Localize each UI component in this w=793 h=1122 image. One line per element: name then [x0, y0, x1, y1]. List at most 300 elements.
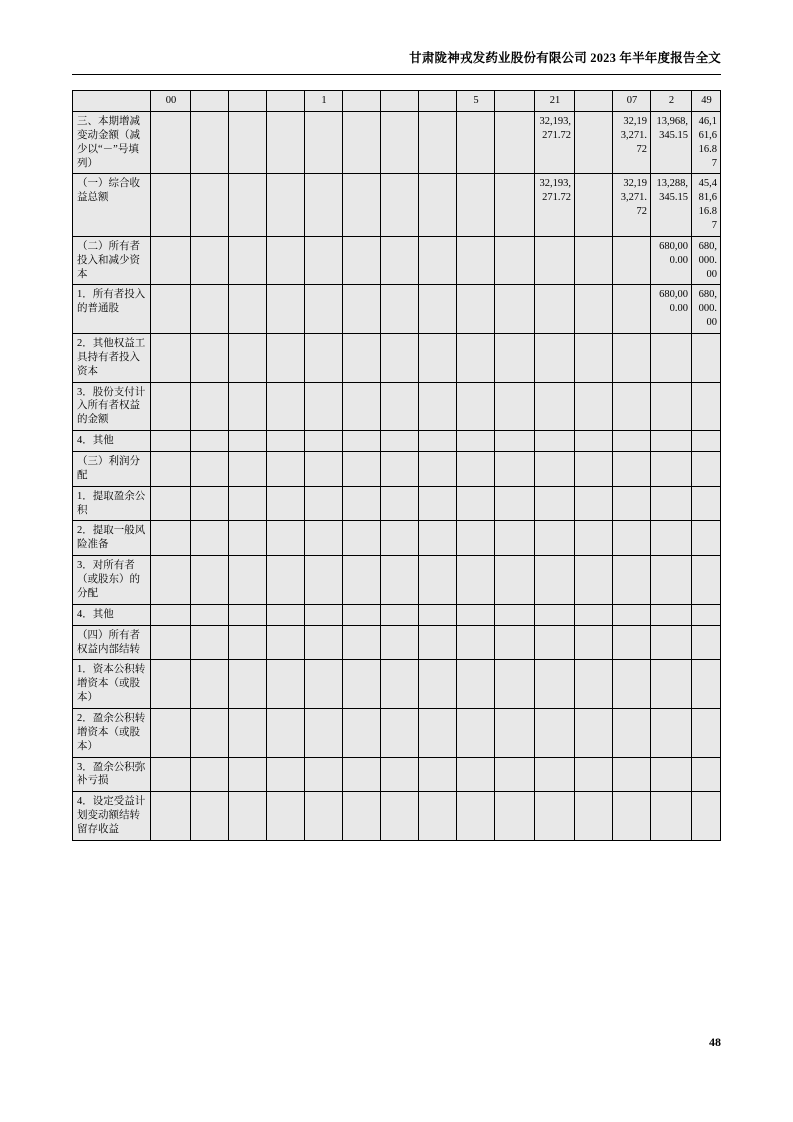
- cell-r0-c5: [343, 91, 381, 112]
- cell-r16-c9: [495, 757, 535, 792]
- cell-r4-c7: [419, 285, 457, 334]
- cell-r2-c6: [381, 174, 419, 236]
- row-owner-capital-contribution: [73, 236, 721, 285]
- cell-r17-c5: [343, 792, 381, 841]
- cell-r15-c9: [495, 708, 535, 757]
- cell-r7-c1: [191, 431, 229, 452]
- cell-r6-c5: [343, 382, 381, 431]
- cell-r16-c0: [151, 757, 191, 792]
- cell-r14-c10: [535, 660, 575, 709]
- cell-r6-c11: [575, 382, 613, 431]
- cell-r4-c4: [305, 285, 343, 334]
- cell-r15-c3: [267, 708, 305, 757]
- cell-r2-c12: 32,193,271.72: [613, 174, 651, 236]
- cell-r1-c6: [381, 112, 419, 174]
- cell-r13-c10: [535, 625, 575, 660]
- cell-r9-c14: [692, 486, 721, 521]
- row-share-based-payment: [73, 382, 721, 431]
- cell-r8-c12: [613, 452, 651, 487]
- cell-r12-c5: [343, 604, 381, 625]
- cell-r15-c5: [343, 708, 381, 757]
- cell-r13-c4: [305, 625, 343, 660]
- cell-r7-c12: [613, 431, 651, 452]
- cell-r9-c13: [651, 486, 692, 521]
- cell-r1-c12: 32,193,271.72: [613, 112, 651, 174]
- cell-r11-c0: [151, 556, 191, 605]
- cell-r10-c4: [305, 521, 343, 556]
- row-profit-distribution: [73, 452, 721, 487]
- cell-r4-c12: [613, 285, 651, 334]
- cell-r15-c6: [381, 708, 419, 757]
- cell-r15-c11: [575, 708, 613, 757]
- cell-r11-c2: [229, 556, 267, 605]
- cell-r6-c14: [692, 382, 721, 431]
- cell-r4-c10: [535, 285, 575, 334]
- cell-r2-c2: [229, 174, 267, 236]
- cell-r5-c7: [419, 334, 457, 383]
- cell-r5-c4: [305, 334, 343, 383]
- cell-r17-c0: [151, 792, 191, 841]
- cell-r12-c6: [381, 604, 419, 625]
- cell-r16-c11: [575, 757, 613, 792]
- cell-r6-c4: [305, 382, 343, 431]
- row-defined-benefit-plan: [73, 792, 721, 841]
- cell-r5-c5: [343, 334, 381, 383]
- cell-r10-c14: [692, 521, 721, 556]
- cell-r15-c2: [229, 708, 267, 757]
- cell-r17-c1: [191, 792, 229, 841]
- cell-r14-c6: [381, 660, 419, 709]
- cell-r8-c6: [381, 452, 419, 487]
- cell-r9-c12: [613, 486, 651, 521]
- cell-r11-c12: [613, 556, 651, 605]
- cell-r9-c5: [343, 486, 381, 521]
- cell-r0-c13: 2: [651, 91, 692, 112]
- cell-r1-c9: [495, 112, 535, 174]
- statement-of-changes-in-equity-table: [72, 90, 721, 841]
- cell-r3-c12: [613, 236, 651, 285]
- cell-r7-c3: [267, 431, 305, 452]
- cell-r2-c0: [151, 174, 191, 236]
- cell-r9-c1: [191, 486, 229, 521]
- row-label: [73, 91, 151, 112]
- cell-r10-c7: [419, 521, 457, 556]
- row-label: 2．其他权益工具持有者投入资本: [73, 334, 151, 383]
- cell-r3-c2: [229, 236, 267, 285]
- cell-r11-c5: [343, 556, 381, 605]
- cell-r7-c11: [575, 431, 613, 452]
- cell-r7-c4: [305, 431, 343, 452]
- row-surplus-reserve: [73, 486, 721, 521]
- cell-r16-c3: [267, 757, 305, 792]
- cell-r6-c3: [267, 382, 305, 431]
- cell-r3-c5: [343, 236, 381, 285]
- cell-r7-c8: [457, 431, 495, 452]
- cell-r3-c1: [191, 236, 229, 285]
- cell-r0-c9: [495, 91, 535, 112]
- cell-r16-c2: [229, 757, 267, 792]
- cell-r2-c5: [343, 174, 381, 236]
- cell-r7-c10: [535, 431, 575, 452]
- cell-r6-c8: [457, 382, 495, 431]
- row-label: 2．盈余公积转增资本（或股本）: [73, 708, 151, 757]
- cell-r14-c4: [305, 660, 343, 709]
- cell-r5-c10: [535, 334, 575, 383]
- cell-r5-c13: [651, 334, 692, 383]
- cell-r10-c0: [151, 521, 191, 556]
- cell-r1-c8: [457, 112, 495, 174]
- cell-r13-c9: [495, 625, 535, 660]
- cell-r12-c4: [305, 604, 343, 625]
- cell-r3-c7: [419, 236, 457, 285]
- cell-r8-c5: [343, 452, 381, 487]
- cell-r17-c14: [692, 792, 721, 841]
- cell-r15-c13: [651, 708, 692, 757]
- cell-r15-c0: [151, 708, 191, 757]
- cell-r16-c12: [613, 757, 651, 792]
- cell-r17-c3: [267, 792, 305, 841]
- cell-r0-c0: 00: [151, 91, 191, 112]
- cell-r4-c3: [267, 285, 305, 334]
- cell-r13-c13: [651, 625, 692, 660]
- cell-r3-c0: [151, 236, 191, 285]
- cell-r6-c9: [495, 382, 535, 431]
- cell-r12-c2: [229, 604, 267, 625]
- cell-r5-c14: [692, 334, 721, 383]
- cell-r1-c11: [575, 112, 613, 174]
- header-number-row: [73, 91, 721, 112]
- cell-r11-c11: [575, 556, 613, 605]
- cell-r9-c3: [267, 486, 305, 521]
- cell-r17-c6: [381, 792, 419, 841]
- cell-r5-c3: [267, 334, 305, 383]
- cell-r15-c1: [191, 708, 229, 757]
- cell-r1-c7: [419, 112, 457, 174]
- cell-r2-c3: [267, 174, 305, 236]
- cell-r8-c9: [495, 452, 535, 487]
- cell-r5-c6: [381, 334, 419, 383]
- cell-r3-c3: [267, 236, 305, 285]
- cell-r14-c0: [151, 660, 191, 709]
- cell-r12-c0: [151, 604, 191, 625]
- cell-r11-c4: [305, 556, 343, 605]
- cell-r12-c1: [191, 604, 229, 625]
- cell-r11-c10: [535, 556, 575, 605]
- cell-r13-c11: [575, 625, 613, 660]
- cell-r8-c3: [267, 452, 305, 487]
- cell-r0-c10: 21: [535, 91, 575, 112]
- cell-r0-c8: 5: [457, 91, 495, 112]
- cell-r9-c10: [535, 486, 575, 521]
- cell-r10-c5: [343, 521, 381, 556]
- cell-r0-c14: 49: [692, 91, 721, 112]
- table-body: [73, 91, 721, 841]
- row-other-2: [73, 604, 721, 625]
- cell-r0-c1: [191, 91, 229, 112]
- cell-r17-c11: [575, 792, 613, 841]
- cell-r14-c3: [267, 660, 305, 709]
- cell-r3-c6: [381, 236, 419, 285]
- cell-r10-c3: [267, 521, 305, 556]
- row-label: 三、本期增减变动金额（减少以“－”号填列）: [73, 112, 151, 174]
- cell-r1-c5: [343, 112, 381, 174]
- cell-r4-c11: [575, 285, 613, 334]
- cell-r12-c14: [692, 604, 721, 625]
- cell-r15-c4: [305, 708, 343, 757]
- row-label: 1．提取盈余公积: [73, 486, 151, 521]
- cell-r14-c11: [575, 660, 613, 709]
- row-distribution-to-owners: [73, 556, 721, 605]
- cell-r14-c14: [692, 660, 721, 709]
- cell-r5-c0: [151, 334, 191, 383]
- cell-r13-c14: [692, 625, 721, 660]
- cell-r16-c6: [381, 757, 419, 792]
- row-label: 2．提取一般风险准备: [73, 521, 151, 556]
- cell-r13-c12: [613, 625, 651, 660]
- row-label: 4．其他: [73, 431, 151, 452]
- cell-r12-c11: [575, 604, 613, 625]
- cell-r3-c4: [305, 236, 343, 285]
- cell-r3-c9: [495, 236, 535, 285]
- cell-r6-c7: [419, 382, 457, 431]
- cell-r14-c7: [419, 660, 457, 709]
- row-surplus-reserve-to-capital: [73, 708, 721, 757]
- cell-r17-c8: [457, 792, 495, 841]
- cell-r12-c3: [267, 604, 305, 625]
- cell-r5-c2: [229, 334, 267, 383]
- cell-r3-c10: [535, 236, 575, 285]
- cell-r2-c11: [575, 174, 613, 236]
- cell-r11-c6: [381, 556, 419, 605]
- cell-r17-c12: [613, 792, 651, 841]
- cell-r10-c10: [535, 521, 575, 556]
- cell-r14-c2: [229, 660, 267, 709]
- cell-r16-c1: [191, 757, 229, 792]
- cell-r17-c4: [305, 792, 343, 841]
- cell-r7-c5: [343, 431, 381, 452]
- cell-r13-c6: [381, 625, 419, 660]
- cell-r3-c14: 680,000.00: [692, 236, 721, 285]
- cell-r7-c6: [381, 431, 419, 452]
- cell-r11-c8: [457, 556, 495, 605]
- row-general-risk-reserve: [73, 521, 721, 556]
- row-label: 3．股份支付计入所有者权益的金额: [73, 382, 151, 431]
- cell-r2-c14: 45,481,616.87: [692, 174, 721, 236]
- row-capital-reserve-to-capital: [73, 660, 721, 709]
- cell-r1-c0: [151, 112, 191, 174]
- cell-r3-c8: [457, 236, 495, 285]
- cell-r4-c5: [343, 285, 381, 334]
- cell-r17-c10: [535, 792, 575, 841]
- cell-r2-c4: [305, 174, 343, 236]
- cell-r11-c13: [651, 556, 692, 605]
- cell-r5-c9: [495, 334, 535, 383]
- row-label: （三）利润分配: [73, 452, 151, 487]
- cell-r4-c9: [495, 285, 535, 334]
- cell-r14-c13: [651, 660, 692, 709]
- cell-r13-c3: [267, 625, 305, 660]
- row-label: 3．盈余公积弥补亏损: [73, 757, 151, 792]
- row-ordinary-shares-invested: [73, 285, 721, 334]
- cell-r9-c7: [419, 486, 457, 521]
- cell-r13-c8: [457, 625, 495, 660]
- cell-r2-c1: [191, 174, 229, 236]
- cell-r6-c13: [651, 382, 692, 431]
- cell-r0-c7: [419, 91, 457, 112]
- cell-r8-c4: [305, 452, 343, 487]
- cell-r4-c1: [191, 285, 229, 334]
- cell-r12-c8: [457, 604, 495, 625]
- cell-r11-c3: [267, 556, 305, 605]
- cell-r17-c7: [419, 792, 457, 841]
- cell-r9-c4: [305, 486, 343, 521]
- cell-r5-c11: [575, 334, 613, 383]
- cell-r12-c9: [495, 604, 535, 625]
- cell-r8-c13: [651, 452, 692, 487]
- cell-r2-c13: 13,288,345.15: [651, 174, 692, 236]
- row-label: 1．资本公积转增资本（或股本）: [73, 660, 151, 709]
- row-label: （四）所有者权益内部结转: [73, 625, 151, 660]
- cell-r11-c14: [692, 556, 721, 605]
- cell-r4-c14: 680,000.00: [692, 285, 721, 334]
- cell-r10-c9: [495, 521, 535, 556]
- cell-r9-c8: [457, 486, 495, 521]
- cell-r10-c2: [229, 521, 267, 556]
- financial-table: [72, 90, 721, 841]
- row-current-period-change: [73, 112, 721, 174]
- cell-r14-c5: [343, 660, 381, 709]
- cell-r7-c9: [495, 431, 535, 452]
- cell-r8-c0: [151, 452, 191, 487]
- cell-r8-c11: [575, 452, 613, 487]
- row-other-equity-instruments: [73, 334, 721, 383]
- cell-r17-c9: [495, 792, 535, 841]
- row-other-1: [73, 431, 721, 452]
- cell-r16-c7: [419, 757, 457, 792]
- cell-r2-c10: 32,193,271.72: [535, 174, 575, 236]
- cell-r11-c9: [495, 556, 535, 605]
- cell-r1-c14: 46,161,616.87: [692, 112, 721, 174]
- cell-r8-c14: [692, 452, 721, 487]
- row-label: 4．其他: [73, 604, 151, 625]
- cell-r8-c10: [535, 452, 575, 487]
- cell-r15-c7: [419, 708, 457, 757]
- cell-r10-c12: [613, 521, 651, 556]
- cell-r8-c1: [191, 452, 229, 487]
- cell-r7-c0: [151, 431, 191, 452]
- cell-r13-c1: [191, 625, 229, 660]
- row-label: （一）综合收益总额: [73, 174, 151, 236]
- cell-r6-c0: [151, 382, 191, 431]
- cell-r9-c11: [575, 486, 613, 521]
- cell-r12-c7: [419, 604, 457, 625]
- cell-r1-c13: 13,968,345.15: [651, 112, 692, 174]
- cell-r12-c12: [613, 604, 651, 625]
- cell-r16-c10: [535, 757, 575, 792]
- cell-r7-c7: [419, 431, 457, 452]
- cell-r17-c2: [229, 792, 267, 841]
- cell-r15-c10: [535, 708, 575, 757]
- cell-r1-c10: 32,193,271.72: [535, 112, 575, 174]
- cell-r9-c2: [229, 486, 267, 521]
- cell-r1-c1: [191, 112, 229, 174]
- cell-r8-c8: [457, 452, 495, 487]
- cell-r2-c9: [495, 174, 535, 236]
- cell-r9-c6: [381, 486, 419, 521]
- cell-r3-c13: 680,000.00: [651, 236, 692, 285]
- cell-r6-c12: [613, 382, 651, 431]
- cell-r4-c6: [381, 285, 419, 334]
- cell-r16-c13: [651, 757, 692, 792]
- cell-r15-c12: [613, 708, 651, 757]
- cell-r0-c6: [381, 91, 419, 112]
- cell-r1-c4: [305, 112, 343, 174]
- cell-r16-c8: [457, 757, 495, 792]
- row-label: （二）所有者投入和减少资本: [73, 236, 151, 285]
- cell-r7-c2: [229, 431, 267, 452]
- cell-r9-c9: [495, 486, 535, 521]
- cell-r0-c4: 1: [305, 91, 343, 112]
- cell-r7-c13: [651, 431, 692, 452]
- cell-r14-c9: [495, 660, 535, 709]
- cell-r17-c13: [651, 792, 692, 841]
- cell-r13-c0: [151, 625, 191, 660]
- cell-r13-c2: [229, 625, 267, 660]
- cell-r3-c11: [575, 236, 613, 285]
- cell-r10-c11: [575, 521, 613, 556]
- cell-r1-c3: [267, 112, 305, 174]
- cell-r8-c7: [419, 452, 457, 487]
- cell-r10-c1: [191, 521, 229, 556]
- cell-r10-c8: [457, 521, 495, 556]
- header-divider: [72, 74, 721, 75]
- cell-r14-c8: [457, 660, 495, 709]
- cell-r0-c2: [229, 91, 267, 112]
- cell-r5-c12: [613, 334, 651, 383]
- cell-r12-c13: [651, 604, 692, 625]
- cell-r0-c12: 07: [613, 91, 651, 112]
- cell-r16-c4: [305, 757, 343, 792]
- cell-r10-c13: [651, 521, 692, 556]
- cell-r10-c6: [381, 521, 419, 556]
- cell-r6-c10: [535, 382, 575, 431]
- cell-r1-c2: [229, 112, 267, 174]
- page-number: 48: [709, 1035, 721, 1049]
- row-surplus-reserve-cover-loss: [73, 757, 721, 792]
- cell-r15-c14: [692, 708, 721, 757]
- cell-r4-c8: [457, 285, 495, 334]
- row-label: 4．设定受益计划变动额结转留存收益: [73, 792, 151, 841]
- cell-r0-c11: [575, 91, 613, 112]
- cell-r6-c6: [381, 382, 419, 431]
- cell-r12-c10: [535, 604, 575, 625]
- cell-r5-c8: [457, 334, 495, 383]
- cell-r15-c8: [457, 708, 495, 757]
- cell-r14-c1: [191, 660, 229, 709]
- cell-r6-c1: [191, 382, 229, 431]
- row-label: 3．对所有者（或股东）的分配: [73, 556, 151, 605]
- cell-r0-c3: [267, 91, 305, 112]
- row-comprehensive-income: [73, 174, 721, 236]
- cell-r7-c14: [692, 431, 721, 452]
- cell-r9-c0: [151, 486, 191, 521]
- cell-r2-c7: [419, 174, 457, 236]
- cell-r11-c1: [191, 556, 229, 605]
- cell-r2-c8: [457, 174, 495, 236]
- page-header: 甘肃陇神戎发药业股份有限公司 2023 年半年度报告全文: [409, 51, 721, 65]
- cell-r11-c7: [419, 556, 457, 605]
- cell-r6-c2: [229, 382, 267, 431]
